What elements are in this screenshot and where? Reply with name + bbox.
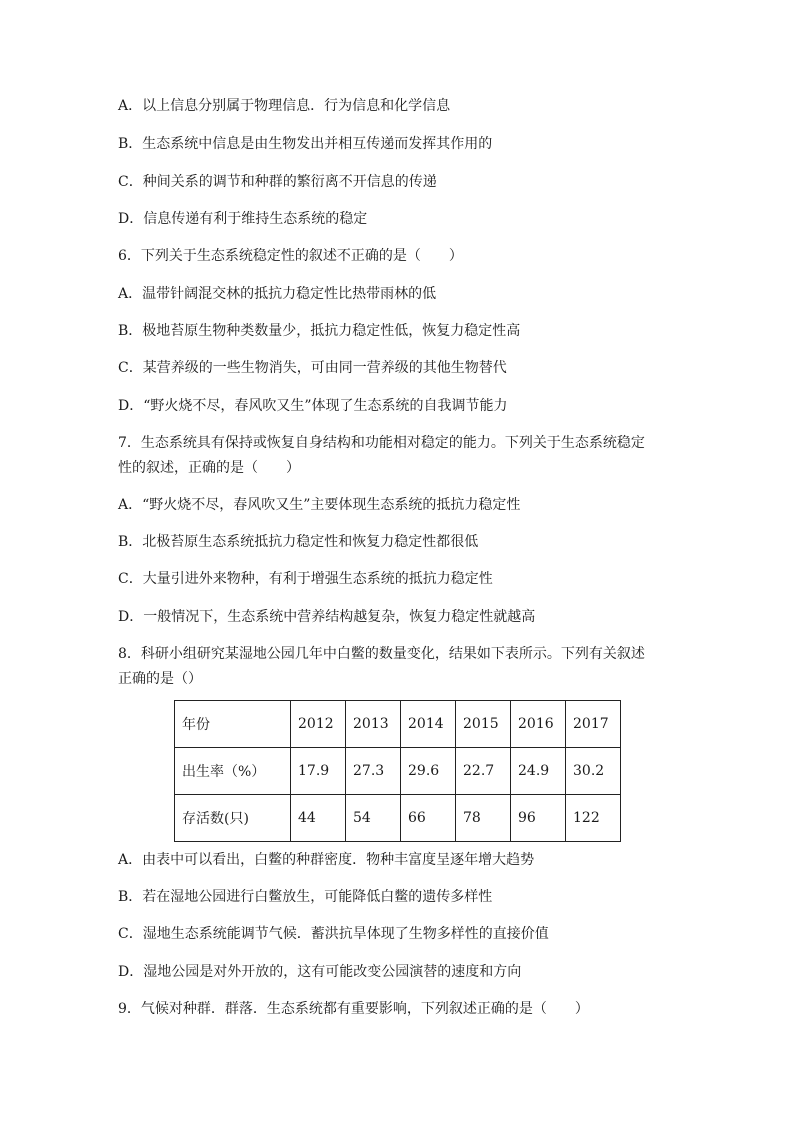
option-d-q7: D．一般情况下，生态系统中营养结构越复杂，恢复力稳定性就越高 bbox=[118, 609, 536, 625]
table-cell: 29.6 bbox=[401, 748, 456, 795]
table-header-cell: 2013 bbox=[346, 701, 401, 748]
option-a-q5: A．以上信息分别属于物理信息．行为信息和化学信息 bbox=[118, 98, 451, 114]
table-cell: 存活数(只) bbox=[175, 795, 291, 842]
table-header-cell: 2014 bbox=[401, 701, 456, 748]
question-6-stem: 6．下列关于生态系统稳定性的叙述不正确的是（ ） bbox=[118, 248, 463, 264]
table-cell: 27.3 bbox=[346, 748, 401, 795]
option-a-q7: A．“野火烧不尽，春风吹又生”主要体现生态系统的抵抗力稳定性 bbox=[118, 497, 521, 513]
table-cell: 出生率（%） bbox=[175, 748, 291, 795]
option-a-q8: A．由表中可以看出，白鳖的种群密度．物种丰富度呈逐年增大趋势 bbox=[118, 852, 535, 868]
question-8-stem-line2: 正确的是（） bbox=[118, 671, 202, 687]
table-row bbox=[175, 795, 621, 842]
option-d-q6: D．“野火烧不尽，春风吹又生”体现了生态系统的自我调节能力 bbox=[118, 398, 508, 414]
table-header-row bbox=[175, 701, 621, 748]
question-7-stem-line1: 7．生态系统具有保持或恢复自身结构和功能相对稳定的能力。下列关于生态系统稳定 bbox=[118, 435, 645, 451]
table-header-cell: 年份 bbox=[175, 701, 291, 748]
table-header-cell: 2016 bbox=[511, 701, 566, 748]
table-cell: 54 bbox=[346, 795, 401, 842]
option-c-q6: C．某营养级的一些生物消失，可由同一营养级的其他生物替代 bbox=[118, 360, 507, 376]
table-cell: 44 bbox=[291, 795, 346, 842]
table-header-cell: 2017 bbox=[566, 701, 621, 748]
question-7-stem-line2: 性的叙述，正确的是（ ） bbox=[118, 460, 300, 476]
table-cell: 122 bbox=[566, 795, 621, 842]
option-b-q5: B．生态系统中信息是由生物发出并相互传递而发挥其作用的 bbox=[118, 136, 493, 152]
survey-table bbox=[174, 700, 621, 842]
table-row bbox=[175, 748, 621, 795]
table-header-cell: 2012 bbox=[291, 701, 346, 748]
table-cell: 78 bbox=[456, 795, 511, 842]
option-c-q5: C．种间关系的调节和种群的繁衍离不开信息的传递 bbox=[118, 174, 437, 190]
option-b-q8: B．若在湿地公园进行白鳖放生，可能降低白鳖的遗传多样性 bbox=[118, 889, 493, 905]
option-d-q5: D．信息传递有利于维持生态系统的稳定 bbox=[118, 211, 368, 227]
table-cell: 17.9 bbox=[291, 748, 346, 795]
table-header-cell: 2015 bbox=[456, 701, 511, 748]
table-cell: 30.2 bbox=[566, 748, 621, 795]
option-b-q6: B．极地苔原生物种类数量少，抵抗力稳定性低，恢复力稳定性高 bbox=[118, 323, 521, 339]
option-d-q8: D．湿地公园是对外开放的，这有可能改变公园演替的速度和方向 bbox=[118, 964, 522, 980]
table-cell: 66 bbox=[401, 795, 456, 842]
option-a-q6: A．温带针阔混交林的抵抗力稳定性比热带雨林的低 bbox=[118, 286, 437, 302]
option-b-q7: B．北极苔原生态系统抵抗力稳定性和恢复力稳定性都很低 bbox=[118, 534, 479, 550]
question-9-stem: 9．气候对种群．群落．生态系统都有重要影响，下列叙述正确的是（ ） bbox=[118, 1001, 589, 1017]
table-cell: 96 bbox=[511, 795, 566, 842]
question-8-stem-line1: 8．科研小组研究某湿地公园几年中白鳖的数量变化，结果如下表所示。下列有关叙述 bbox=[118, 646, 645, 662]
table-cell: 24.9 bbox=[511, 748, 566, 795]
option-c-q7: C．大量引进外来物种，有利于增强生态系统的抵抗力稳定性 bbox=[118, 571, 493, 587]
table-cell: 22.7 bbox=[456, 748, 511, 795]
option-c-q8: C．湿地生态系统能调节气候．蓄洪抗旱体现了生物多样性的直接价值 bbox=[118, 926, 549, 942]
